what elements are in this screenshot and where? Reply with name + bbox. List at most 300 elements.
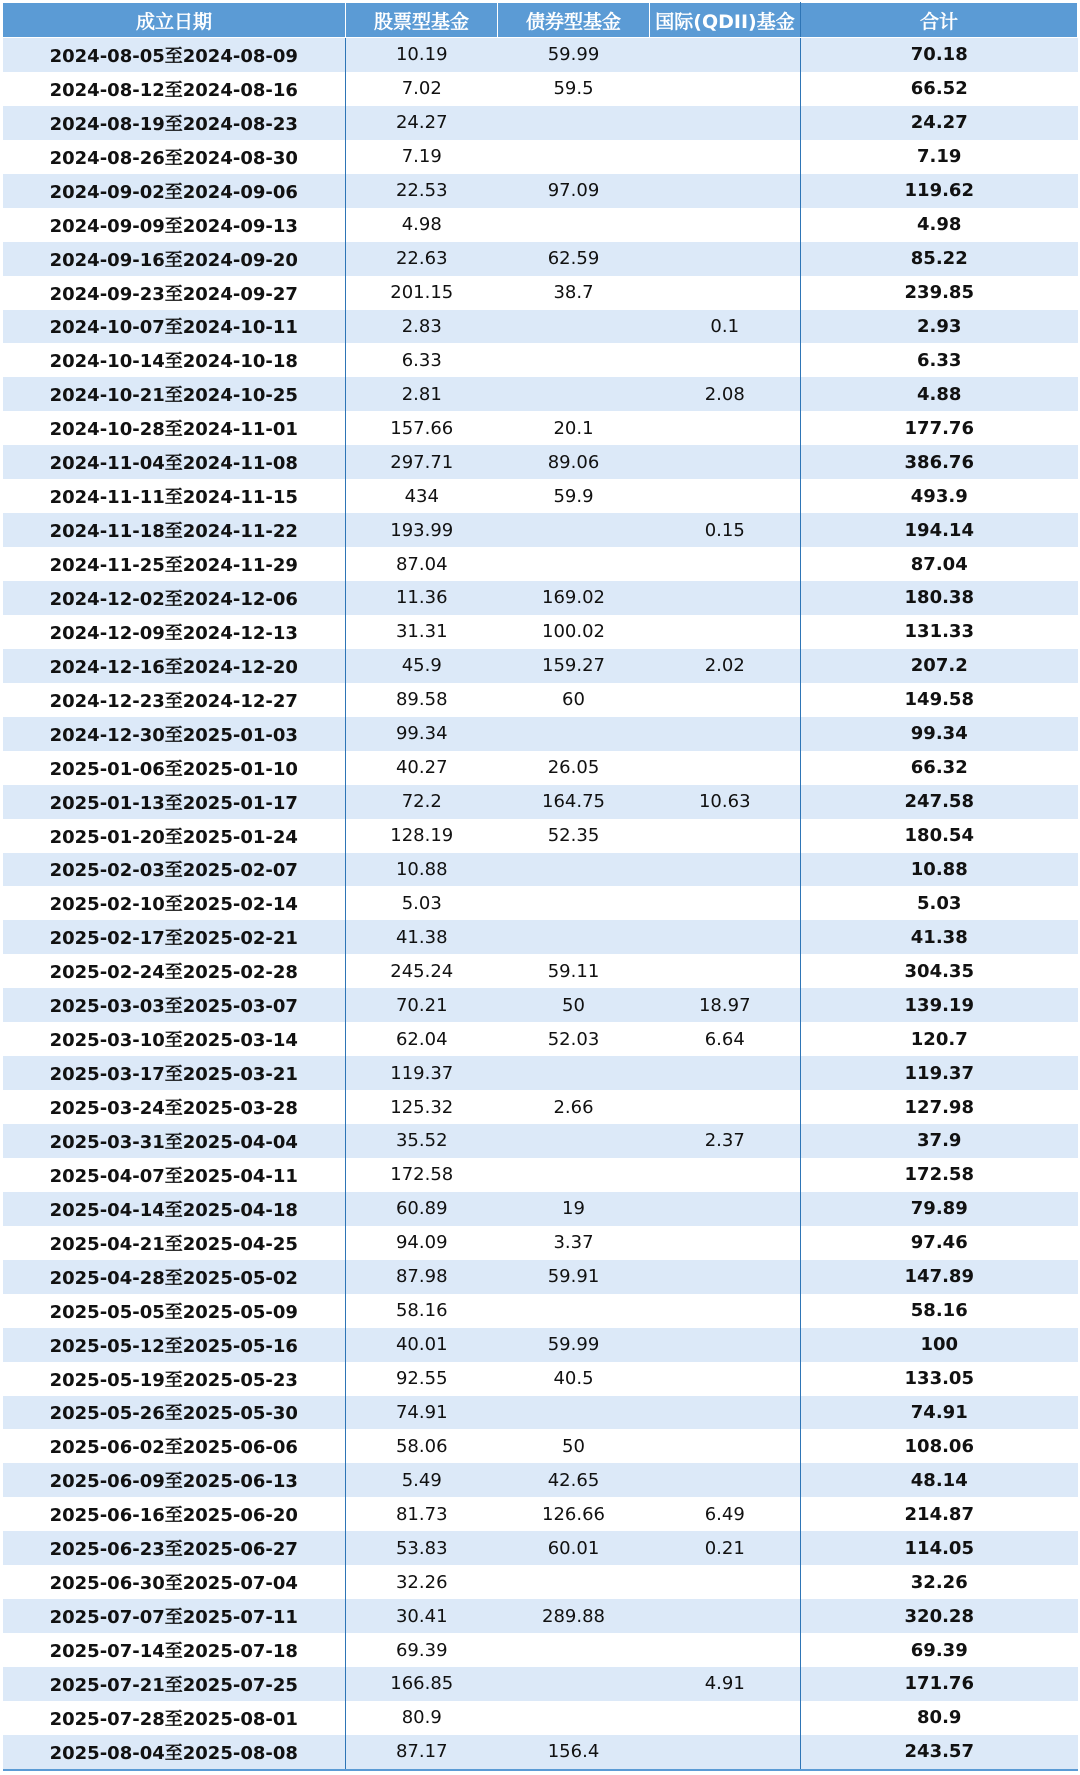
cell-total: 74.91	[801, 1396, 1078, 1430]
cell-bond-fund	[498, 343, 650, 377]
table-row	[3, 1497, 1078, 1531]
table-row	[3, 1565, 1078, 1599]
table-row	[3, 1633, 1078, 1667]
cell-qdii-fund	[650, 1633, 801, 1667]
cell-date: 2025-01-06至2025-01-10	[3, 751, 346, 785]
cell-date: 2025-06-09至2025-06-13	[3, 1463, 346, 1497]
table-row	[3, 1429, 1078, 1463]
cell-stock-fund: 166.85	[346, 1667, 498, 1701]
table-row	[3, 445, 1078, 479]
cell-bond-fund: 20.1	[498, 411, 650, 445]
cell-qdii-fund: 2.37	[650, 1124, 801, 1158]
cell-total: 32.26	[801, 1565, 1078, 1599]
cell-date: 2025-05-05至2025-05-09	[3, 1294, 346, 1328]
table-row	[3, 683, 1078, 717]
cell-stock-fund: 58.16	[346, 1294, 498, 1328]
table-row	[3, 276, 1078, 310]
cell-qdii-fund	[650, 445, 801, 479]
cell-qdii-fund	[650, 1056, 801, 1090]
cell-total: 147.89	[801, 1260, 1078, 1294]
table-row	[3, 1158, 1078, 1192]
cell-total: 6.33	[801, 343, 1078, 377]
cell-stock-fund: 31.31	[346, 615, 498, 649]
cell-qdii-fund: 0.15	[650, 513, 801, 547]
cell-total: 69.39	[801, 1633, 1078, 1667]
cell-bond-fund	[498, 547, 650, 581]
cell-total: 4.88	[801, 377, 1078, 411]
cell-qdii-fund: 6.49	[650, 1497, 801, 1531]
cell-total: 171.76	[801, 1667, 1078, 1701]
cell-qdii-fund	[650, 174, 801, 208]
cell-total: 80.9	[801, 1701, 1078, 1735]
table-row	[3, 785, 1078, 819]
table-row	[3, 38, 1078, 72]
cell-total: 87.04	[801, 547, 1078, 581]
cell-bond-fund	[498, 310, 650, 344]
cell-total: 99.34	[801, 717, 1078, 751]
cell-qdii-fund: 2.08	[650, 377, 801, 411]
cell-date: 2025-08-04至2025-08-08	[3, 1735, 346, 1770]
cell-stock-fund: 11.36	[346, 581, 498, 615]
cell-qdii-fund	[650, 1599, 801, 1633]
cell-date: 2025-02-10至2025-02-14	[3, 886, 346, 920]
cell-qdii-fund	[650, 819, 801, 853]
cell-date: 2024-12-02至2024-12-06	[3, 581, 346, 615]
cell-date: 2025-01-20至2025-01-24	[3, 819, 346, 853]
cell-bond-fund	[498, 377, 650, 411]
cell-total: 320.28	[801, 1599, 1078, 1633]
cell-total: 386.76	[801, 445, 1078, 479]
cell-bond-fund: 60.01	[498, 1531, 650, 1565]
cell-total: 100	[801, 1328, 1078, 1362]
cell-stock-fund: 4.98	[346, 208, 498, 242]
table-row	[3, 72, 1078, 106]
cell-qdii-fund	[650, 1565, 801, 1599]
cell-qdii-fund	[650, 1226, 801, 1260]
table-row	[3, 886, 1078, 920]
cell-stock-fund: 94.09	[346, 1226, 498, 1260]
cell-stock-fund: 5.03	[346, 886, 498, 920]
cell-qdii-fund: 4.91	[650, 1667, 801, 1701]
table-body	[3, 38, 1078, 1770]
cell-date: 2024-09-16至2024-09-20	[3, 242, 346, 276]
cell-total: 304.35	[801, 954, 1078, 988]
cell-total: 97.46	[801, 1226, 1078, 1260]
cell-stock-fund: 87.98	[346, 1260, 498, 1294]
table-row	[3, 1260, 1078, 1294]
cell-total: 247.58	[801, 785, 1078, 819]
cell-bond-fund: 97.09	[498, 174, 650, 208]
cell-qdii-fund	[650, 1260, 801, 1294]
cell-bond-fund	[498, 1667, 650, 1701]
cell-date: 2024-08-19至2024-08-23	[3, 106, 346, 140]
fund-table	[2, 2, 1078, 1771]
cell-bond-fund: 169.02	[498, 581, 650, 615]
cell-qdii-fund	[650, 1158, 801, 1192]
table-row	[3, 174, 1078, 208]
table-row	[3, 513, 1078, 547]
table-row	[3, 1701, 1078, 1735]
cell-total: 70.18	[801, 38, 1078, 72]
cell-stock-fund: 70.21	[346, 988, 498, 1022]
cell-stock-fund: 35.52	[346, 1124, 498, 1158]
cell-qdii-fund	[650, 717, 801, 751]
cell-date: 2025-03-31至2025-04-04	[3, 1124, 346, 1158]
cell-stock-fund: 245.24	[346, 954, 498, 988]
cell-bond-fund	[498, 1565, 650, 1599]
cell-total: 79.89	[801, 1192, 1078, 1226]
cell-qdii-fund	[650, 208, 801, 242]
cell-stock-fund: 40.01	[346, 1328, 498, 1362]
cell-total: 493.9	[801, 479, 1078, 513]
cell-stock-fund: 74.91	[346, 1396, 498, 1430]
cell-bond-fund	[498, 1701, 650, 1735]
cell-stock-fund: 10.88	[346, 853, 498, 887]
cell-date: 2025-01-13至2025-01-17	[3, 785, 346, 819]
cell-date: 2025-05-12至2025-05-16	[3, 1328, 346, 1362]
table-row	[3, 1735, 1078, 1770]
cell-total: 48.14	[801, 1463, 1078, 1497]
cell-stock-fund: 201.15	[346, 276, 498, 310]
table-row	[3, 242, 1078, 276]
cell-bond-fund: 50	[498, 1429, 650, 1463]
cell-stock-fund: 80.9	[346, 1701, 498, 1735]
cell-total: 172.58	[801, 1158, 1078, 1192]
table-row	[3, 1090, 1078, 1124]
cell-date: 2024-11-04至2024-11-08	[3, 445, 346, 479]
cell-total: 127.98	[801, 1090, 1078, 1124]
cell-total: 214.87	[801, 1497, 1078, 1531]
cell-total: 37.9	[801, 1124, 1078, 1158]
cell-bond-fund	[498, 106, 650, 140]
table-row	[3, 581, 1078, 615]
cell-stock-fund: 119.37	[346, 1056, 498, 1090]
cell-bond-fund: 156.4	[498, 1735, 650, 1770]
cell-total: 239.85	[801, 276, 1078, 310]
cell-total: 114.05	[801, 1531, 1078, 1565]
cell-stock-fund: 62.04	[346, 1022, 498, 1056]
table-row	[3, 1463, 1078, 1497]
cell-stock-fund: 87.17	[346, 1735, 498, 1770]
cell-total: 131.33	[801, 615, 1078, 649]
cell-stock-fund: 5.49	[346, 1463, 498, 1497]
cell-qdii-fund	[650, 1328, 801, 1362]
cell-qdii-fund: 18.97	[650, 988, 801, 1022]
cell-date: 2024-11-25至2024-11-29	[3, 547, 346, 581]
table-row	[3, 343, 1078, 377]
table-row	[3, 1531, 1078, 1565]
cell-bond-fund: 3.37	[498, 1226, 650, 1260]
cell-date: 2025-03-03至2025-03-07	[3, 988, 346, 1022]
cell-stock-fund: 125.32	[346, 1090, 498, 1124]
cell-stock-fund: 58.06	[346, 1429, 498, 1463]
cell-total: 66.52	[801, 72, 1078, 106]
cell-qdii-fund	[650, 1090, 801, 1124]
cell-qdii-fund: 0.21	[650, 1531, 801, 1565]
table-row	[3, 1124, 1078, 1158]
cell-bond-fund: 26.05	[498, 751, 650, 785]
cell-total: 207.2	[801, 649, 1078, 683]
table-row	[3, 1667, 1078, 1701]
cell-bond-fund: 50	[498, 988, 650, 1022]
cell-date: 2024-12-16至2024-12-20	[3, 649, 346, 683]
cell-date: 2024-09-23至2024-09-27	[3, 276, 346, 310]
cell-bond-fund	[498, 886, 650, 920]
cell-bond-fund: 19	[498, 1192, 650, 1226]
table-row	[3, 717, 1078, 751]
cell-total: 119.37	[801, 1056, 1078, 1090]
cell-stock-fund: 45.9	[346, 649, 498, 683]
cell-stock-fund: 157.66	[346, 411, 498, 445]
cell-total: 243.57	[801, 1735, 1078, 1770]
cell-date: 2025-06-30至2025-07-04	[3, 1565, 346, 1599]
cell-stock-fund: 297.71	[346, 445, 498, 479]
cell-total: 180.38	[801, 581, 1078, 615]
cell-bond-fund	[498, 1633, 650, 1667]
cell-stock-fund: 2.81	[346, 377, 498, 411]
cell-date: 2025-06-23至2025-06-27	[3, 1531, 346, 1565]
table-row	[3, 310, 1078, 344]
cell-total: 133.05	[801, 1362, 1078, 1396]
cell-bond-fund: 2.66	[498, 1090, 650, 1124]
cell-bond-fund: 60	[498, 683, 650, 717]
cell-bond-fund	[498, 920, 650, 954]
cell-total: 4.98	[801, 208, 1078, 242]
table-row	[3, 1022, 1078, 1056]
table-row	[3, 1056, 1078, 1090]
table-row	[3, 106, 1078, 140]
cell-qdii-fund	[650, 140, 801, 174]
cell-date: 2024-12-23至2024-12-27	[3, 683, 346, 717]
cell-stock-fund: 6.33	[346, 343, 498, 377]
cell-qdii-fund	[650, 38, 801, 72]
cell-date: 2025-03-24至2025-03-28	[3, 1090, 346, 1124]
cell-bond-fund	[498, 1124, 650, 1158]
header-date: 成立日期	[3, 3, 346, 38]
cell-date: 2025-02-03至2025-02-07	[3, 853, 346, 887]
cell-stock-fund: 53.83	[346, 1531, 498, 1565]
cell-qdii-fund	[650, 1463, 801, 1497]
cell-date: 2025-02-17至2025-02-21	[3, 920, 346, 954]
cell-qdii-fund	[650, 683, 801, 717]
cell-qdii-fund	[650, 1294, 801, 1328]
cell-bond-fund: 89.06	[498, 445, 650, 479]
cell-qdii-fund: 0.1	[650, 310, 801, 344]
table-row	[3, 1396, 1078, 1430]
cell-qdii-fund	[650, 1701, 801, 1735]
cell-stock-fund: 81.73	[346, 1497, 498, 1531]
cell-stock-fund: 434	[346, 479, 498, 513]
cell-bond-fund	[498, 208, 650, 242]
cell-qdii-fund	[650, 276, 801, 310]
table-row	[3, 479, 1078, 513]
cell-bond-fund: 52.03	[498, 1022, 650, 1056]
cell-total: 2.93	[801, 310, 1078, 344]
cell-date: 2024-09-02至2024-09-06	[3, 174, 346, 208]
cell-qdii-fund	[650, 343, 801, 377]
cell-date: 2025-03-17至2025-03-21	[3, 1056, 346, 1090]
cell-qdii-fund	[650, 1192, 801, 1226]
cell-stock-fund: 7.19	[346, 140, 498, 174]
cell-total: 194.14	[801, 513, 1078, 547]
cell-bond-fund: 59.11	[498, 954, 650, 988]
cell-total: 119.62	[801, 174, 1078, 208]
cell-stock-fund: 30.41	[346, 1599, 498, 1633]
cell-bond-fund	[498, 1158, 650, 1192]
cell-date: 2025-02-24至2025-02-28	[3, 954, 346, 988]
cell-stock-fund: 24.27	[346, 106, 498, 140]
cell-stock-fund: 128.19	[346, 819, 498, 853]
cell-date: 2025-04-21至2025-04-25	[3, 1226, 346, 1260]
cell-bond-fund: 159.27	[498, 649, 650, 683]
cell-stock-fund: 60.89	[346, 1192, 498, 1226]
cell-total: 177.76	[801, 411, 1078, 445]
table-row	[3, 1599, 1078, 1633]
cell-stock-fund: 2.83	[346, 310, 498, 344]
table-row	[3, 547, 1078, 581]
cell-qdii-fund	[650, 547, 801, 581]
cell-date: 2025-04-14至2025-04-18	[3, 1192, 346, 1226]
header-qdii-fund: 国际(QDII)基金	[650, 3, 801, 38]
cell-date: 2025-05-19至2025-05-23	[3, 1362, 346, 1396]
cell-date: 2025-04-28至2025-05-02	[3, 1260, 346, 1294]
cell-date: 2024-12-09至2024-12-13	[3, 615, 346, 649]
header-row	[3, 3, 1078, 38]
cell-qdii-fund	[650, 1429, 801, 1463]
cell-stock-fund: 99.34	[346, 717, 498, 751]
cell-date: 2024-08-26至2024-08-30	[3, 140, 346, 174]
cell-bond-fund: 164.75	[498, 785, 650, 819]
cell-stock-fund: 69.39	[346, 1633, 498, 1667]
table-row	[3, 954, 1078, 988]
cell-stock-fund: 89.58	[346, 683, 498, 717]
table-row	[3, 649, 1078, 683]
cell-qdii-fund	[650, 1396, 801, 1430]
cell-date: 2025-07-14至2025-07-18	[3, 1633, 346, 1667]
table-row	[3, 208, 1078, 242]
cell-bond-fund: 59.9	[498, 479, 650, 513]
cell-date: 2024-11-11至2024-11-15	[3, 479, 346, 513]
cell-total: 120.7	[801, 1022, 1078, 1056]
cell-bond-fund: 42.65	[498, 1463, 650, 1497]
cell-total: 149.58	[801, 683, 1078, 717]
cell-date: 2025-07-21至2025-07-25	[3, 1667, 346, 1701]
table-row	[3, 1328, 1078, 1362]
table-row	[3, 615, 1078, 649]
cell-date: 2024-10-28至2024-11-01	[3, 411, 346, 445]
cell-date: 2025-07-07至2025-07-11	[3, 1599, 346, 1633]
cell-date: 2025-03-10至2025-03-14	[3, 1022, 346, 1056]
cell-total: 24.27	[801, 106, 1078, 140]
table-row	[3, 1362, 1078, 1396]
cell-date: 2024-12-30至2025-01-03	[3, 717, 346, 751]
table-row	[3, 819, 1078, 853]
cell-stock-fund: 22.53	[346, 174, 498, 208]
cell-bond-fund: 59.91	[498, 1260, 650, 1294]
table-row	[3, 988, 1078, 1022]
cell-qdii-fund	[650, 411, 801, 445]
cell-date: 2024-10-21至2024-10-25	[3, 377, 346, 411]
cell-qdii-fund	[650, 479, 801, 513]
cell-bond-fund	[498, 1396, 650, 1430]
cell-stock-fund: 40.27	[346, 751, 498, 785]
cell-bond-fund: 59.99	[498, 38, 650, 72]
cell-qdii-fund	[650, 886, 801, 920]
cell-stock-fund: 193.99	[346, 513, 498, 547]
cell-stock-fund: 41.38	[346, 920, 498, 954]
cell-bond-fund: 100.02	[498, 615, 650, 649]
cell-total: 180.54	[801, 819, 1078, 853]
cell-qdii-fund	[650, 106, 801, 140]
cell-total: 7.19	[801, 140, 1078, 174]
cell-stock-fund: 92.55	[346, 1362, 498, 1396]
cell-bond-fund	[498, 1294, 650, 1328]
cell-stock-fund: 22.63	[346, 242, 498, 276]
cell-bond-fund	[498, 1056, 650, 1090]
cell-total: 58.16	[801, 1294, 1078, 1328]
cell-total: 10.88	[801, 853, 1078, 887]
cell-bond-fund: 38.7	[498, 276, 650, 310]
cell-stock-fund: 10.19	[346, 38, 498, 72]
cell-total: 85.22	[801, 242, 1078, 276]
cell-qdii-fund	[650, 954, 801, 988]
header-bond-fund: 债券型基金	[498, 3, 650, 38]
table-row	[3, 920, 1078, 954]
cell-bond-fund: 126.66	[498, 1497, 650, 1531]
table-row	[3, 140, 1078, 174]
cell-date: 2025-06-02至2025-06-06	[3, 1429, 346, 1463]
cell-date: 2025-05-26至2025-05-30	[3, 1396, 346, 1430]
cell-bond-fund: 52.35	[498, 819, 650, 853]
table-row	[3, 1294, 1078, 1328]
cell-bond-fund: 289.88	[498, 1599, 650, 1633]
cell-qdii-fund	[650, 1735, 801, 1770]
cell-qdii-fund: 10.63	[650, 785, 801, 819]
header-total: 合计	[801, 3, 1078, 38]
cell-date: 2024-10-14至2024-10-18	[3, 343, 346, 377]
cell-date: 2025-07-28至2025-08-01	[3, 1701, 346, 1735]
cell-bond-fund: 62.59	[498, 242, 650, 276]
cell-date: 2024-08-12至2024-08-16	[3, 72, 346, 106]
cell-stock-fund: 32.26	[346, 1565, 498, 1599]
cell-bond-fund	[498, 513, 650, 547]
cell-stock-fund: 72.2	[346, 785, 498, 819]
cell-bond-fund	[498, 717, 650, 751]
cell-qdii-fund	[650, 72, 801, 106]
cell-stock-fund: 87.04	[346, 547, 498, 581]
table-row	[3, 853, 1078, 887]
cell-date: 2024-08-05至2024-08-09	[3, 38, 346, 72]
cell-bond-fund: 59.5	[498, 72, 650, 106]
cell-stock-fund: 172.58	[346, 1158, 498, 1192]
cell-date: 2025-04-07至2025-04-11	[3, 1158, 346, 1192]
table-row	[3, 1192, 1078, 1226]
table-row	[3, 751, 1078, 785]
cell-date: 2024-10-07至2024-10-11	[3, 310, 346, 344]
cell-qdii-fund	[650, 751, 801, 785]
header-stock-fund: 股票型基金	[346, 3, 498, 38]
cell-qdii-fund	[650, 853, 801, 887]
cell-qdii-fund	[650, 920, 801, 954]
cell-stock-fund: 7.02	[346, 72, 498, 106]
table-row	[3, 1226, 1078, 1260]
cell-date: 2025-06-16至2025-06-20	[3, 1497, 346, 1531]
cell-total: 66.32	[801, 751, 1078, 785]
cell-qdii-fund: 2.02	[650, 649, 801, 683]
cell-qdii-fund	[650, 1362, 801, 1396]
table-row	[3, 377, 1078, 411]
table-row	[3, 411, 1078, 445]
